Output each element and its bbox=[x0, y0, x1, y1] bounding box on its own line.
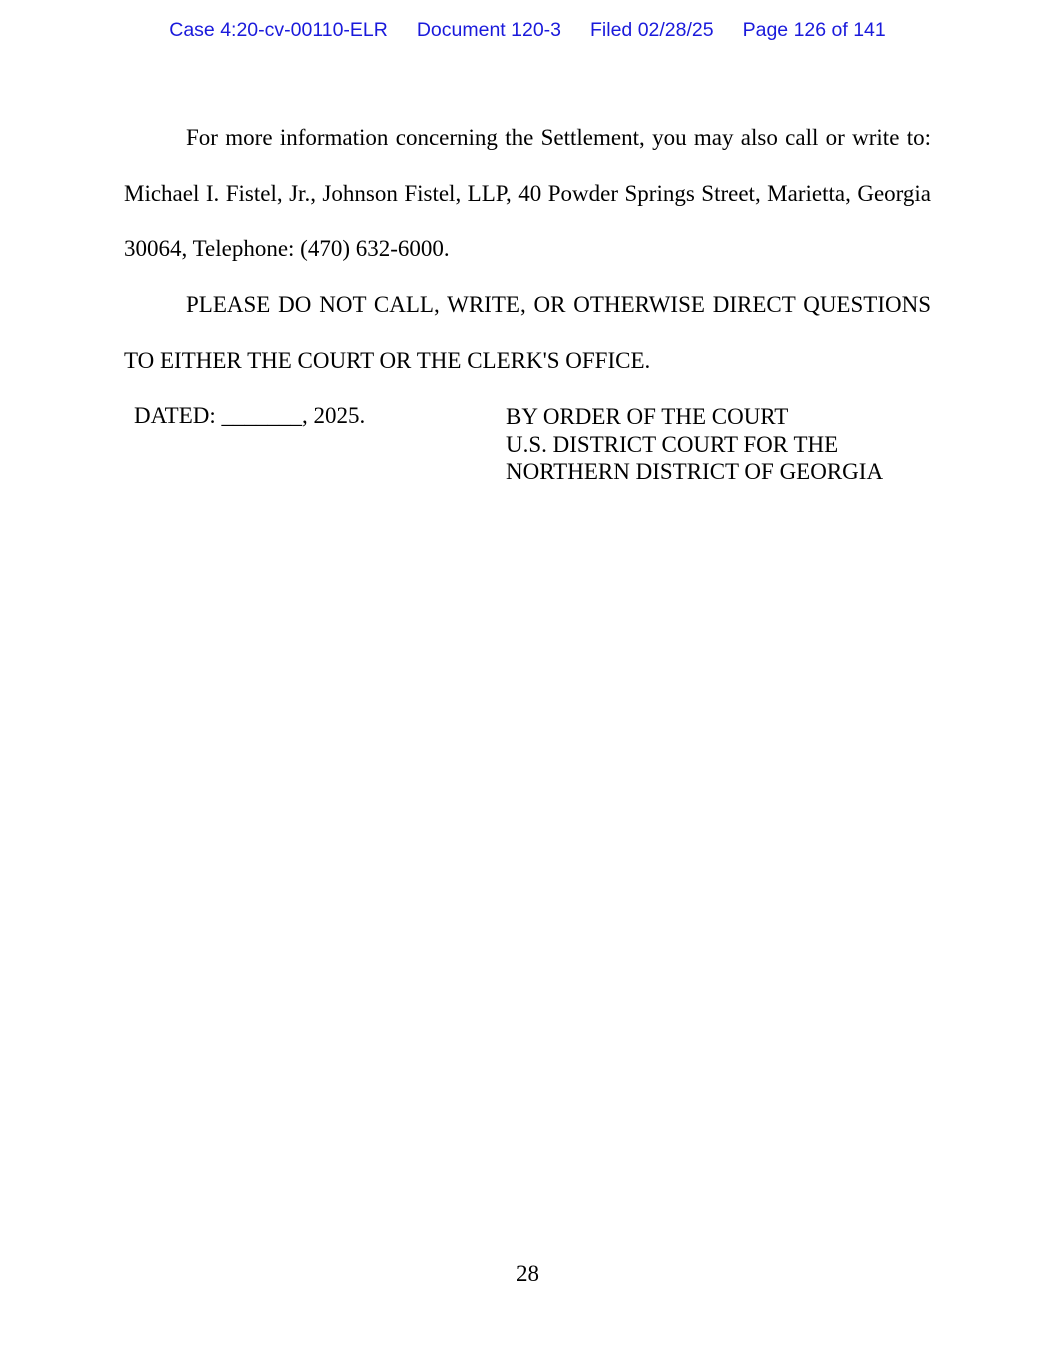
order-line-3: NORTHERN DISTRICT OF GEORGIA bbox=[506, 459, 884, 484]
notice-paragraph-text: PLEASE DO NOT CALL, WRITE, OR OTHERWISE DIRECT QUESTIONS TO EITHER THE COURT OR THE CLERK'S OFFICE. bbox=[124, 292, 931, 373]
filed-date: Filed 02/28/25 bbox=[590, 19, 714, 41]
order-line-1: BY ORDER OF THE COURT bbox=[506, 404, 789, 429]
contact-paragraph-text: For more information concerning the Settlement, you may also call or write to: Michael I. Fistel, Jr., Johnson Fistel, LLP, 40 Powder Springs Street, Marietta, Georgia 30064, Telephone: (470) 632-6000. bbox=[124, 125, 931, 261]
contact-paragraph bbox=[124, 110, 931, 277]
court-order-block bbox=[506, 403, 883, 486]
filing-header bbox=[0, 19, 1055, 42]
page-of-total: Page 126 of 141 bbox=[742, 19, 886, 41]
order-line-2: U.S. DISTRICT COURT FOR THE bbox=[506, 431, 839, 457]
dated-line: DATED: _______, 2025. bbox=[134, 403, 366, 428]
case-number: Case 4:20-cv-00110-ELR bbox=[169, 19, 388, 41]
document-number: Document 120-3 bbox=[416, 19, 562, 41]
page-number: 28 bbox=[516, 1261, 539, 1286]
notice-paragraph bbox=[124, 277, 931, 388]
